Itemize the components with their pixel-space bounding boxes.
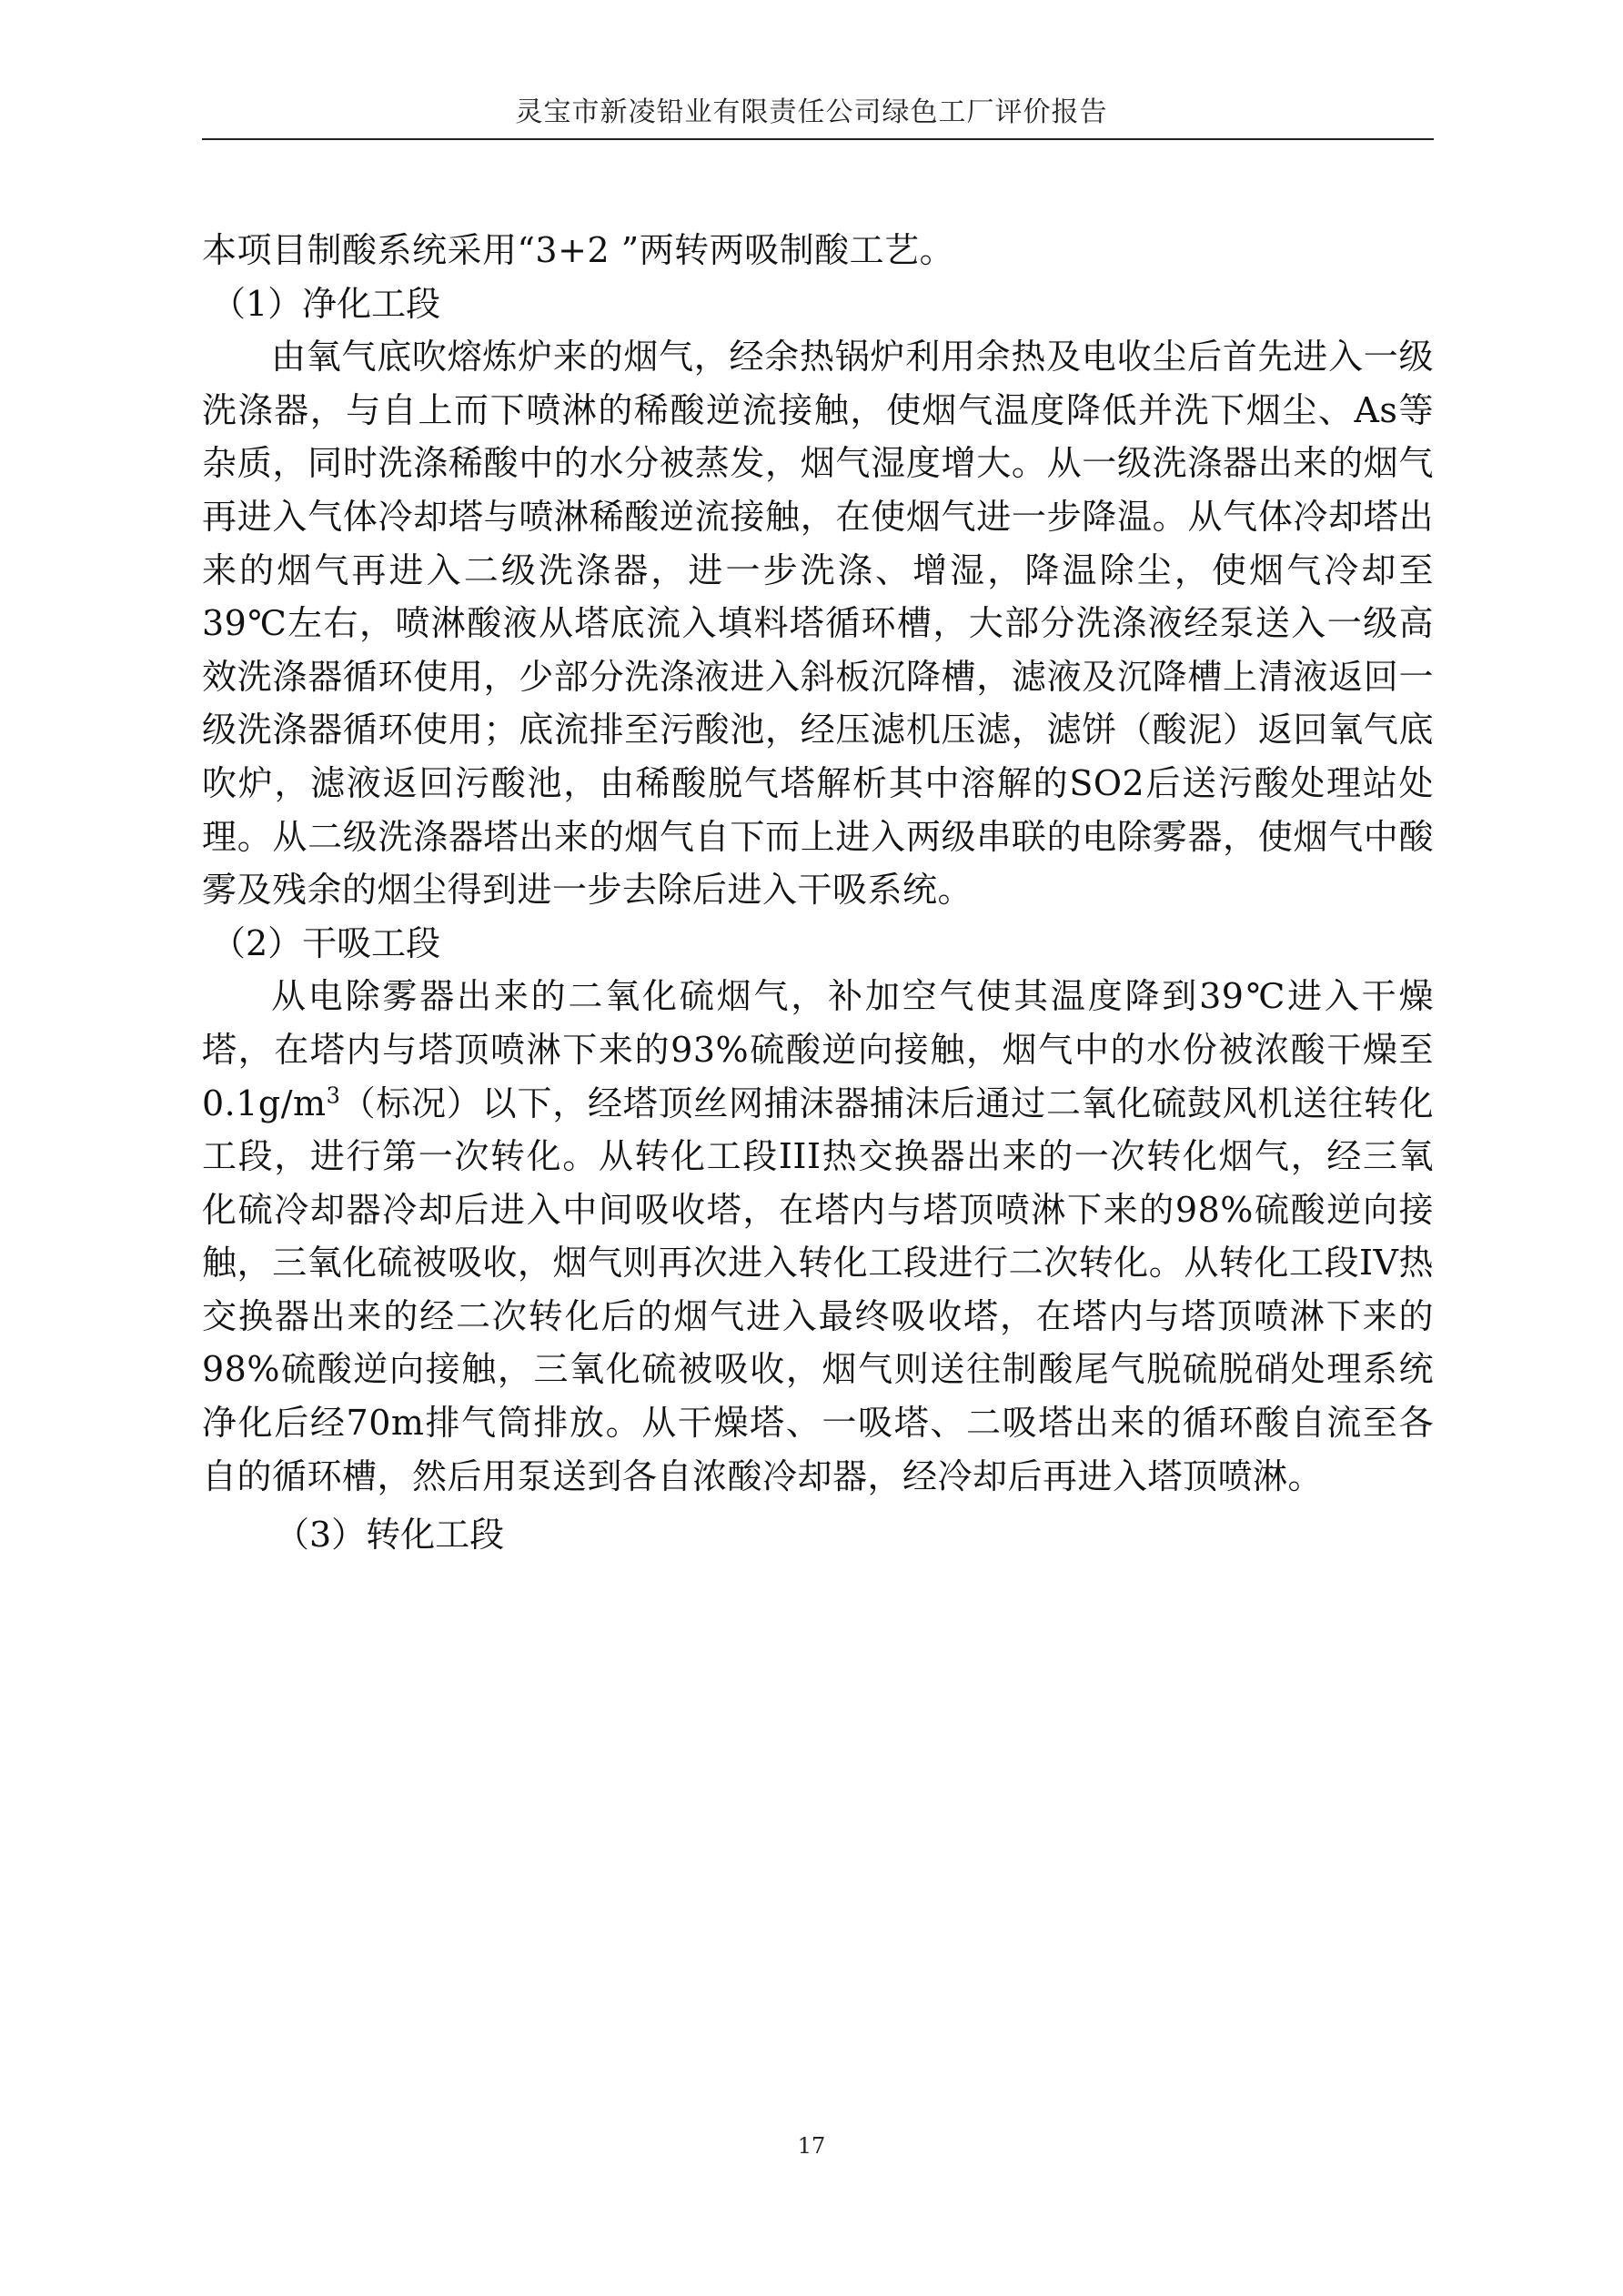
section-heading-conversion: （3）转化工段 (275, 1515, 505, 1556)
page-header: 灵宝市新凌铅业有限责任公司绿色工厂评价报告 (515, 96, 1108, 128)
paragraph-drying-part1: 从电除雾器出来的二氧化硫烟气，补加空气使其温度降到39℃进入干燥塔，在塔内与塔顶喷淋下来的93%硫酸逆向接触，烟气中的水份被浓酸干燥至0.1g/m (202, 976, 1434, 1123)
paragraph-drying-part2: （标况）以下，经塔顶丝网捕沫器捕沫后通过二氧化硫鼓风机送往转化工段，进行第一次转化。从转化工段III热交换器出来的一次转化烟气，经三氧化硫冷却器冷却后进入中间吸收塔，在塔内与塔顶喷淋下来的98%硫酸逆向接触，三氧化硫被吸收，烟气则再次进入转化工段进行二次转化。从转化工段IV热交换器出来的经二次转化后的烟气进入最终吸收塔，在塔内与塔顶喷淋下来的98%硫酸逆向接触，三氧化硫被吸收，烟气则送往制酸尾气脱硫脱硝处理系统净化后经70m排气筒排放。从干燥塔、一吸塔、二吸塔出来的循环酸自流至各自的循环槽，然后用泵送到各自浓酸冷却器，经冷却后再进入塔顶喷淋。 (202, 1083, 1434, 1496)
page-number: 17 (797, 2133, 826, 2159)
section-heading-purification: （1）净化工段 (211, 283, 441, 324)
document-body (202, 224, 1434, 1562)
superscript-unit: 3 (326, 1082, 341, 1108)
paragraph-purification: 由氧气底吹熔炼炉来的烟气，经余热锅炉利用余热及电收尘后首先进入一级洗涤器，与自上而下喷淋的稀酸逆流接触，使烟气温度降低并洗下烟尘、As等杂质，同时洗涤稀酸中的水分被蒸发，烟气湿度增大。从一级洗涤器出来的烟气再进入气体冷却塔与喷淋稀酸逆流接触，在使烟气进一步降温。从气体冷却塔出来的烟气再进入二级洗涤器，进一步洗涤、增湿，降温除尘，使烟气冷却至39℃左右，喷淋酸液从塔底流入填料塔循环槽，大部分洗涤液经泵送入一级高效洗涤器循环使用，少部分洗涤液进入斜板沉降槽，滤液及沉降槽上清液返回一级洗涤器循环使用；底流排至污酸池，经压滤机压滤，滤饼（酸泥）返回氧气底吹炉，滤液返回污酸池，由稀酸脱气塔解析其中溶解的SO2后送污酸处理站处理。从二级洗涤器塔出来的烟气自下而上进入两级串联的电除雾器，使烟气中酸雾及残余的烟尘得到进一步去除后进入干吸系统。 (202, 337, 1434, 911)
intro-paragraph: 本项目制酸系统采用“3+2 ”两转两吸制酸工艺。 (202, 230, 955, 270)
section-heading-drying-absorption: （2）干吸工段 (211, 922, 441, 963)
paragraph-drying-absorption (202, 970, 1434, 1503)
header-divider (202, 138, 1434, 140)
